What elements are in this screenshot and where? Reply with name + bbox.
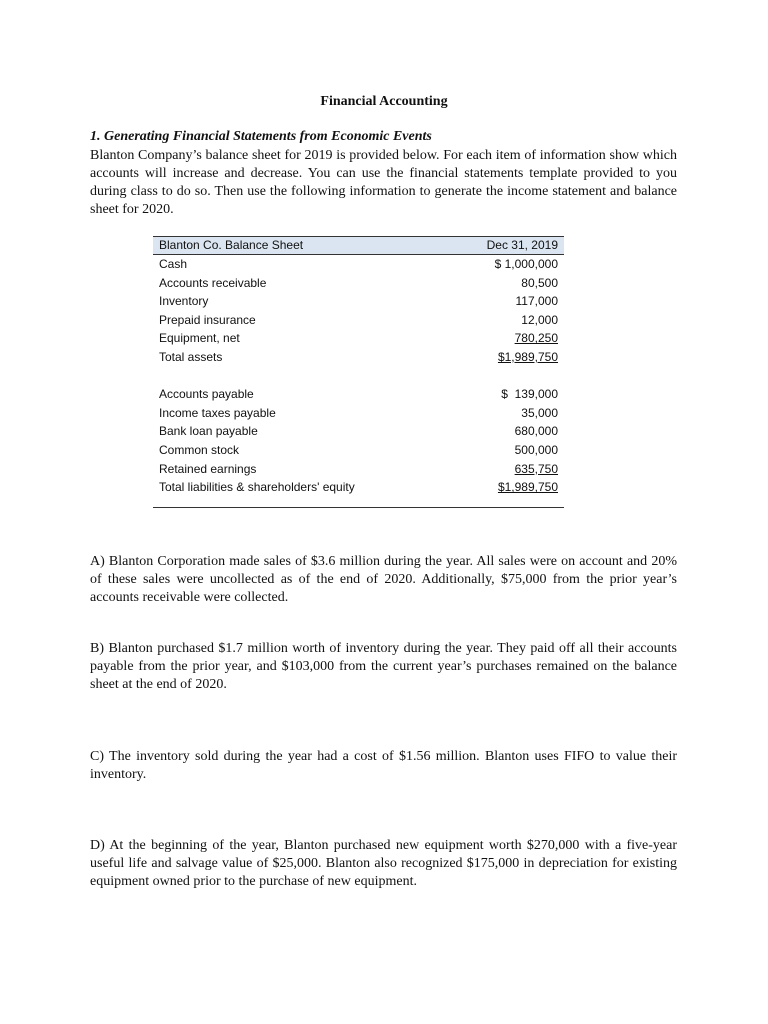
document-title: Financial Accounting — [320, 94, 448, 109]
question-c: C) The inventory sold during the year had a cost of $1.56 million. Blanton uses FIFO to value their inventory. — [90, 749, 677, 782]
row-value: 780,250 — [514, 331, 558, 346]
intro-paragraph: Blanton Company’s balance sheet for 2019 is provided below. For each item of information show which accounts will increase and decrease. You can use the financial statements template provided to you during class to do so. Then use the following information to generate the income statement and balance sheet for 2020. — [90, 148, 677, 217]
row-value-cell — [498, 478, 558, 497]
balance-sheet-header-date: Dec 31, 2019 — [486, 238, 558, 252]
table-row — [153, 460, 564, 479]
row-label: Total liabilities & shareholders' equity — [159, 480, 355, 495]
row-label: Cash — [159, 257, 188, 271]
row-value: $1,989,750 — [497, 349, 558, 364]
row-value: 680,000 — [514, 424, 558, 439]
row-label: Total assets — [159, 349, 223, 364]
row-label: Common stock — [159, 442, 240, 457]
row-value: 117,000 — [515, 294, 558, 309]
row-label: Bank loan payable — [159, 424, 258, 439]
row-label: Income taxes payable — [159, 405, 276, 420]
row-value-cell — [515, 329, 558, 348]
row-value-cell — [498, 348, 558, 367]
row-label: Accounts payable — [159, 387, 254, 402]
row-value: $ 1,000,000 — [494, 257, 558, 271]
table-row — [153, 404, 564, 423]
table-row — [153, 478, 564, 497]
row-value: 12,000 — [521, 312, 558, 327]
balance-sheet-table — [153, 236, 564, 508]
table-row — [153, 255, 564, 274]
section-heading: 1. Generating Financial Statements from Economic Events — [90, 129, 432, 144]
row-value-cell — [515, 460, 558, 479]
row-value: 500,000 — [514, 442, 558, 457]
table-row — [153, 274, 564, 293]
balance-sheet-header — [153, 236, 564, 255]
table-row — [153, 311, 564, 330]
question-a: A) Blanton Corporation made sales of $3.6 million during the year. All sales were on account and 20% of these sales were uncollected as of the end of 2020. Additionally, $75,000 from the prior year’s accounts receivable were collected. — [90, 554, 677, 605]
question-b: B) Blanton purchased $1.7 million worth of inventory during the year. They paid off all their accounts payable from the prior year, and $103,000 from the current year’s purchases remained on the balance sheet at the end of 2020. — [90, 641, 677, 692]
table-spacer — [153, 367, 564, 386]
row-value: 35,000 — [521, 405, 558, 420]
table-row — [153, 385, 564, 404]
table-row — [153, 441, 564, 460]
table-row — [153, 422, 564, 441]
table-row — [153, 292, 564, 311]
question-d: D) At the beginning of the year, Blanton purchased new equipment worth $270,000 with a five-year useful life and salvage value of $25,000. Blanton also recognized $175,000 in depreciation for existing equipment owned prior to the purchase of new equipment. — [90, 838, 677, 889]
row-value: $1,989,750 — [497, 480, 558, 495]
row-label: Prepaid insurance — [159, 312, 256, 327]
balance-sheet-header-label: Blanton Co. Balance Sheet — [159, 238, 304, 252]
row-value: 80,500 — [521, 275, 558, 290]
row-value: $ 139,000 — [501, 387, 558, 402]
row-label: Accounts receivable — [159, 275, 267, 290]
row-value: 635,750 — [514, 461, 558, 476]
row-label: Equipment, net — [159, 331, 240, 346]
row-label: Inventory — [159, 294, 209, 309]
table-row — [153, 329, 564, 348]
table-row — [153, 348, 564, 367]
row-label: Retained earnings — [159, 461, 257, 476]
table-bottom-rule — [153, 507, 564, 508]
